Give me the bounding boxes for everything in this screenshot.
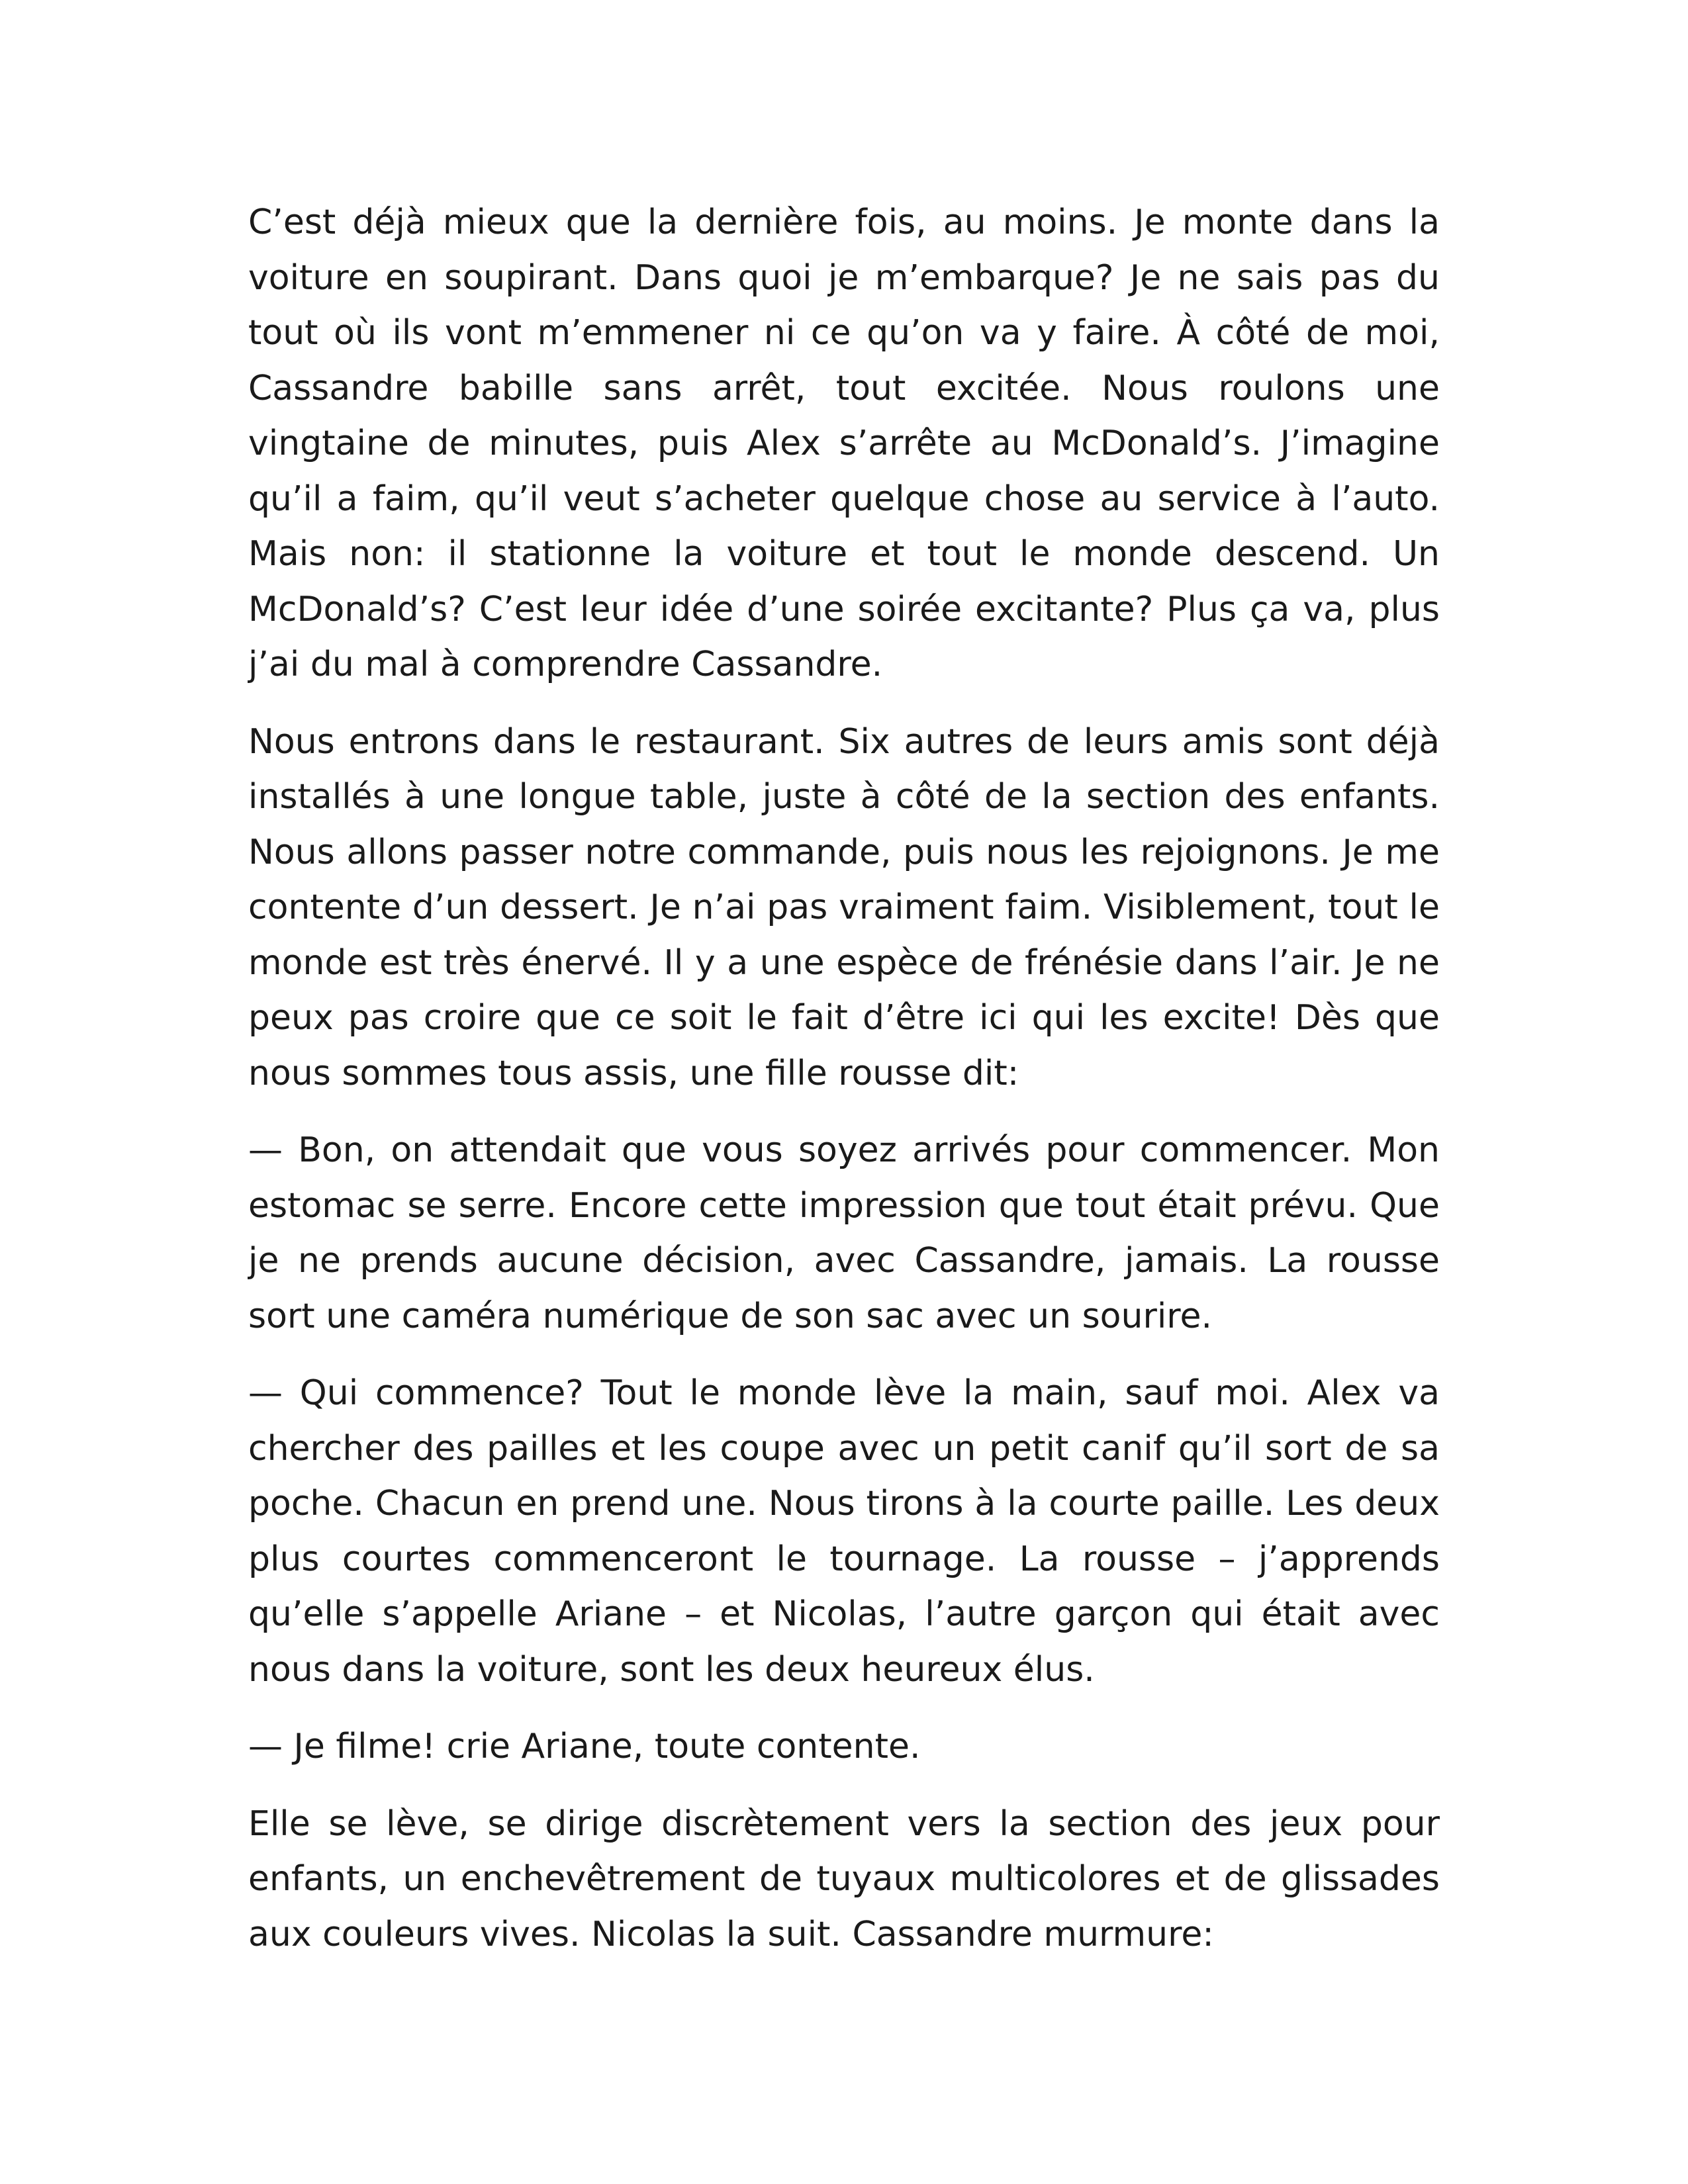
document-page [248, 195, 1440, 1984]
paragraph: Nous entrons dans le restaurant. Six autres de leurs amis sont déjà installés à une longue table, juste à côté de la section des enfants. Nous allons passer notre commande, puis nous les rejoignons. Je me contente d’un dessert. Je n’ai pas vraiment faim. Visiblement, tout le monde est très énervé. Il y a une espèce de frénésie dans l’air. Je ne peux pas croire que ce soit le fait d’être ici qui les excite! Dès que nous sommes tous assis, une fille rousse dit: [248, 721, 1440, 1093]
paragraph: Elle se lève, se dirige discrètement vers la section des jeux pour enfants, un enchevêtrement de tuyaux multicolores et de glissades aux couleurs vives. Nicolas la suit. Cassandre murmure: [248, 1803, 1440, 1954]
paragraph: C’est déjà mieux que la dernière fois, au moins. Je monte dans la voiture en soupirant. Dans quoi je m’embarque? Je ne sais pas du tout où ils vont m’emmener ni ce qu’on va y faire. À côté de moi, Cassandre babille sans arrêt, tout excitée. Nous roulons une vingtaine de minutes, puis Alex s’arrête au McDonald’s. J’imagine qu’il a faim, qu’il veut s’acheter quelque chose au service à l’auto. Mais non: il stationne la voiture et tout le monde descend. Un McDonald’s? C’est leur idée d’une soirée excitante? Plus ça va, plus j’ai du mal à comprendre Cassandre. [248, 203, 1440, 684]
paragraph: — Qui commence? Tout le monde lève la main, sauf moi. Alex va chercher des pailles et les coupe avec un petit canif qu’il sort de sa poche. Chacun en prend une. Nous tirons à la courte paille. Les deux plus courtes commenceront le tournage. La rousse – j’apprends qu’elle s’appelle Ariane – et Nicolas, l’autre garçon qui était avec nous dans la voiture, sont les deux heureux élus. [248, 1373, 1440, 1690]
paragraph: — Bon, on attendait que vous soyez arrivés pour commencer. Mon estomac se serre. Encore cette impression que tout était prévu. Que je ne prends aucune décision, avec Cassandre, jamais. La rousse sort une caméra numérique de son sac avec un sourire. [248, 1130, 1440, 1336]
paragraph: — Je filme! crie Ariane, toute contente. [248, 1727, 921, 1766]
